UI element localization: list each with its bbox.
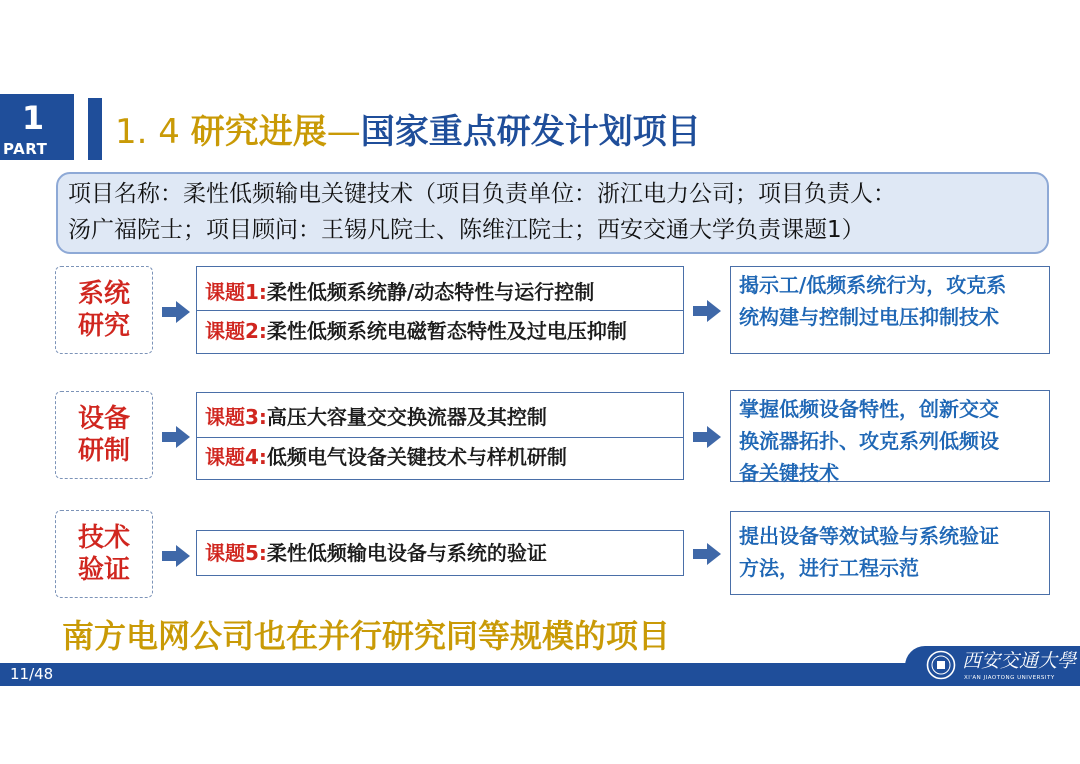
topic-text: 低频电气设备关键技术与样机研制	[266, 445, 567, 469]
topics-box-technical-verification	[196, 530, 684, 576]
project-info-line2: 汤广福院士；项目顾问：王锡凡院士、陈维江院士；西安交通大学负责课题1）	[68, 217, 865, 243]
part-label: PART	[3, 140, 48, 158]
topic-label: 课题5:	[205, 541, 267, 565]
project-info-text	[68, 176, 1038, 248]
category-technical-verification	[55, 510, 153, 598]
title-dash: —	[326, 112, 361, 152]
topic-divider	[197, 310, 683, 311]
topic-text: 柔性低频系统电磁暂态特性及过电压抑制	[266, 319, 627, 343]
result-box-system-research	[730, 266, 1050, 354]
category-line1: 系统	[77, 279, 130, 309]
right-arrow-icon	[162, 545, 190, 567]
result-line2: 统构建与控制过电压抑制技术	[739, 305, 999, 329]
right-arrow-icon	[162, 301, 190, 323]
right-arrow-icon	[693, 426, 721, 448]
title-number: 1. 4	[115, 112, 180, 152]
result-line2: 方法，进行工程示范	[739, 556, 919, 580]
result-box-equipment-development	[730, 390, 1050, 485]
title-part-a: 研究进展	[190, 112, 327, 152]
project-info-line1: 项目名称：柔性低频输电关键技术（项目负责单位：浙江电力公司；项目负责人：	[68, 181, 896, 207]
university-english-name: XI'AN JIAOTONG UNIVERSITY	[964, 675, 1055, 681]
category-line1: 技术	[77, 523, 130, 553]
category-line2: 验证	[77, 555, 130, 585]
result-line1: 揭示工/低频系统行为，攻克系	[739, 273, 1007, 297]
title-accent-bar	[88, 98, 102, 160]
category-line2: 研制	[77, 436, 130, 466]
topic-row	[197, 439, 683, 475]
slide-title	[115, 108, 701, 156]
topic-divider	[197, 437, 683, 438]
topic-label: 课题3:	[205, 405, 267, 429]
topic-row	[197, 274, 683, 310]
part-number: 1	[21, 99, 45, 137]
university-seal-icon	[926, 650, 956, 680]
result-box-technical-verification	[730, 511, 1050, 595]
result-line3: 备关键技术	[739, 461, 839, 485]
university-name: 西安交通大學	[962, 650, 1077, 672]
result-line1: 提出设备等效试验与系统验证	[739, 524, 999, 548]
topic-label: 课题2:	[205, 319, 267, 343]
topic-text: 柔性低频系统静/动态特性与运行控制	[266, 280, 595, 304]
bottom-statement: 南方电网公司也在并行研究同等规模的项目	[62, 617, 671, 655]
category-equipment-development	[55, 391, 153, 479]
category-line1: 设备	[77, 404, 130, 434]
topic-row	[197, 535, 683, 571]
result-line2: 换流器拓扑、攻克系列低频设	[739, 429, 999, 453]
topics-box-system-research	[196, 266, 684, 354]
right-arrow-icon	[693, 300, 721, 322]
topic-text: 柔性低频输电设备与系统的验证	[266, 541, 547, 565]
result-line1: 掌握低频设备特性，创新交交	[739, 397, 999, 421]
topics-box-equipment-development	[196, 392, 684, 480]
topic-label: 课题1:	[205, 280, 267, 304]
category-line2: 研究	[77, 311, 130, 341]
page-number: 11/48	[10, 665, 54, 683]
topic-row	[197, 313, 683, 349]
topic-text: 高压大容量交交换流器及其控制	[266, 405, 547, 429]
right-arrow-icon	[162, 426, 190, 448]
category-system-research	[55, 266, 153, 354]
topic-row	[197, 399, 683, 435]
title-part-b: 国家重点研发计划项目	[360, 112, 701, 152]
topic-label: 课题4:	[205, 445, 267, 469]
right-arrow-icon	[693, 543, 721, 565]
